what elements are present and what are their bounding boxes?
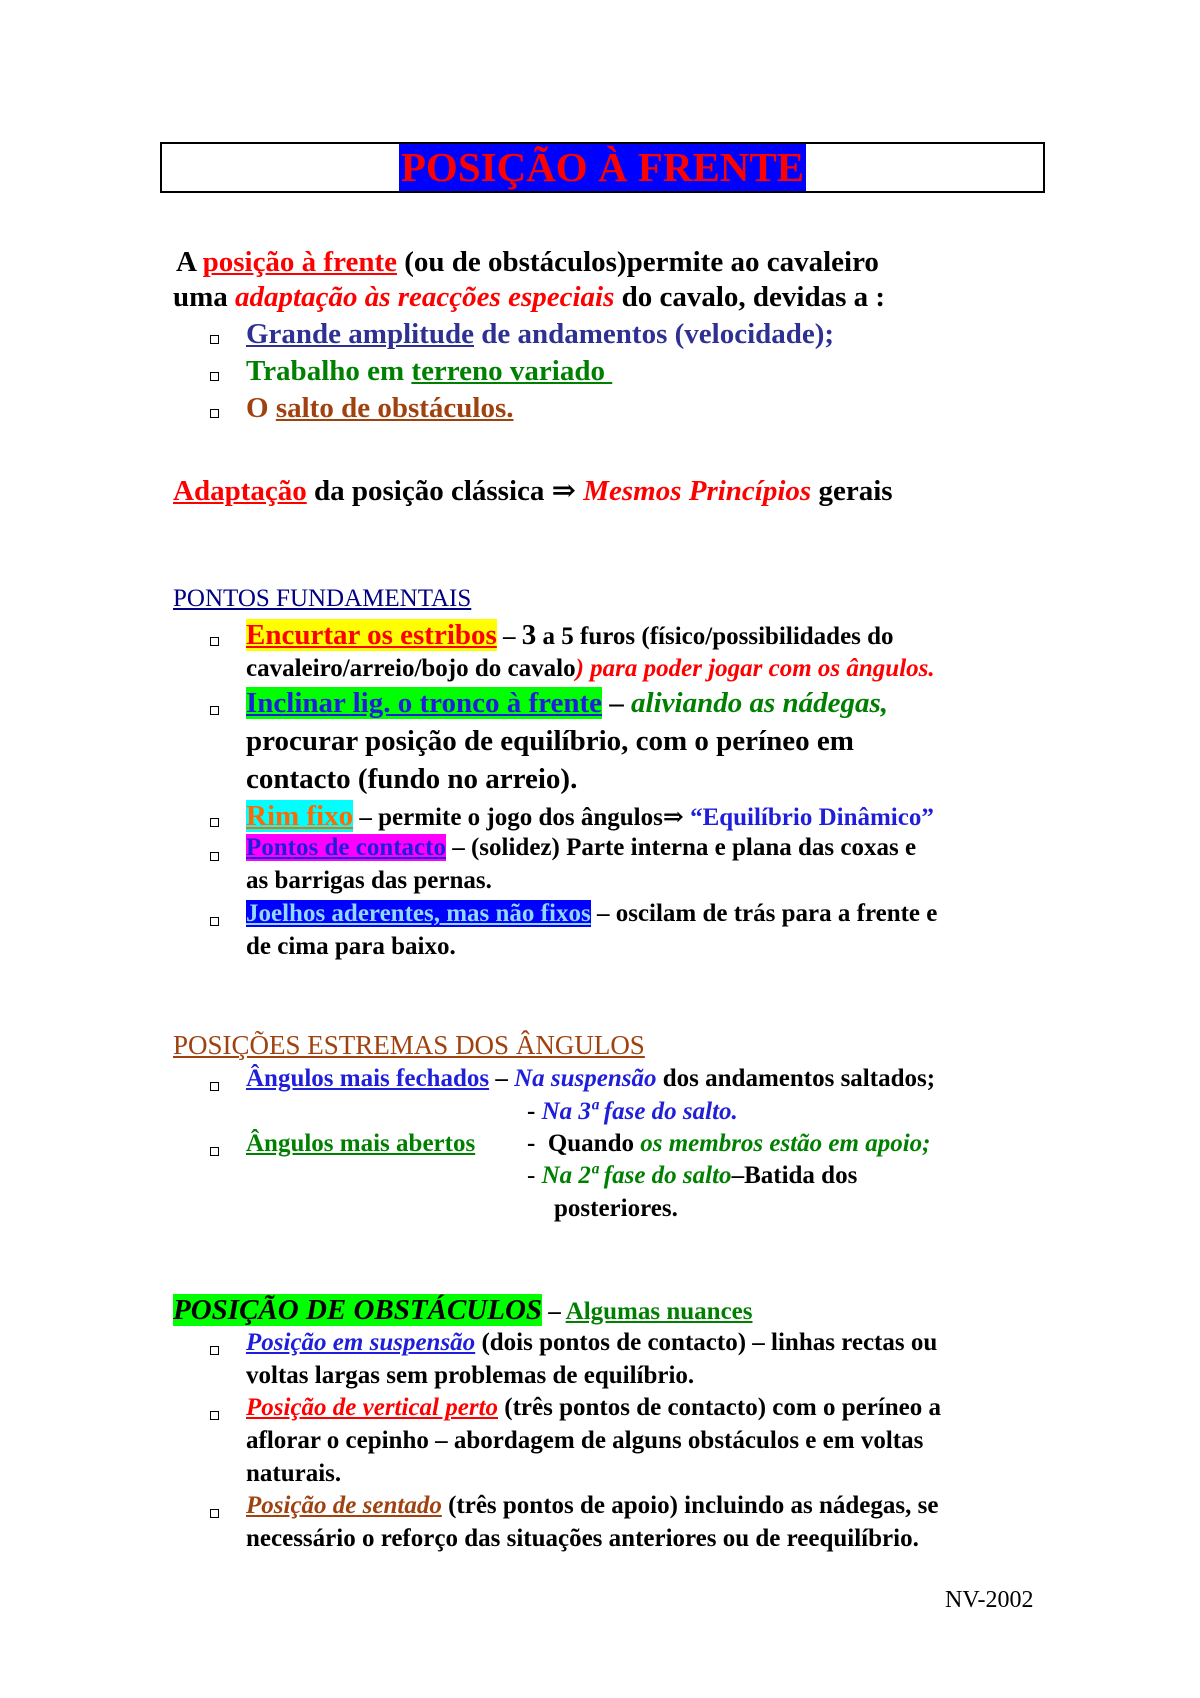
extremes-closed-line-2	[527, 1098, 738, 1126]
obst-item-2-line-3: naturais.	[246, 1460, 342, 1487]
adaptation-principles: Mesmos Princípios	[575, 475, 812, 507]
bullet-icon	[210, 917, 219, 926]
intro-term2: adaptação às reacções especiais	[235, 281, 615, 313]
obst-item-3-label: Posição de sentado	[246, 1492, 442, 1519]
fundamentals-heading: PONTOS FUNDAMENTAIS	[173, 585, 472, 612]
fund-item-3-label: Rim fixo	[246, 800, 354, 832]
intro-item-2-a: Trabalho em	[246, 355, 412, 387]
fund-item-1-rest: a 5 furos (físico/possibilidades do	[536, 623, 894, 650]
extremes-open-label: Ângulos mais abertos	[246, 1130, 476, 1157]
fund-item-2-italic: aliviando as nádegas,	[631, 687, 889, 719]
extremes-open-2-dash: -	[527, 1162, 542, 1189]
intro-line2-start: uma	[173, 281, 236, 313]
obst-item-2-line-2: aflorar o cepinho – abordagem de alguns obstáculos e em voltas	[246, 1427, 924, 1454]
intro-term: posição à frente	[202, 246, 397, 278]
intro-item-2	[246, 355, 612, 388]
title-box	[160, 142, 1045, 193]
fund-item-1-three: 3	[521, 619, 537, 651]
intro-line-1	[176, 246, 879, 279]
intro-rest: (ou de obstáculos)permite ao cavaleiro	[396, 246, 879, 278]
bullet-icon	[210, 852, 219, 861]
bullet-icon	[210, 372, 219, 381]
adaptation-end: gerais	[811, 475, 893, 507]
fund-item-1-line-2	[246, 655, 935, 683]
extremes-closed-1-rest: dos andamentos saltados;	[656, 1065, 936, 1092]
fund-item-3-quote: “Equilíbrio Dinâmico”	[683, 804, 934, 831]
bullet-icon	[210, 706, 219, 715]
fund-item-2-line-2: procurar posição de equilíbrio, com o períneo em	[246, 725, 854, 757]
intro-item-3	[246, 392, 513, 425]
intro-item-3-a: O	[246, 392, 276, 424]
extremes-closed-1-italic: Na suspensão	[514, 1065, 657, 1092]
fund-item-5-line-2: de cima para baixo.	[246, 933, 456, 960]
fund-item-1-line2-red: ) para poder jogar com os ângulos.	[575, 655, 935, 682]
implies-arrow-icon: ⇒	[662, 804, 684, 831]
fund-item-2-dash: –	[602, 687, 632, 719]
fund-item-3	[246, 800, 934, 833]
adaptation-line	[173, 473, 893, 508]
fund-item-3-rest: – permite o jogo dos ângulos	[353, 804, 663, 831]
fund-item-1-dash: –	[496, 623, 522, 650]
intro-a: A	[176, 246, 203, 278]
extremes-open-2-rest: –Batida dos	[731, 1162, 858, 1189]
extremes-closed-2-dash: -	[527, 1098, 542, 1125]
bullet-icon	[210, 1411, 219, 1420]
extremes-open-2-italic: Na 2ª fase do salto	[541, 1162, 732, 1189]
adaptation-word: Adaptação	[173, 475, 307, 507]
fund-item-2-label: Inclinar lig. o tronco à frente	[246, 687, 603, 719]
extremes-open-line-3: posteriores.	[554, 1195, 678, 1222]
fund-item-1-line-1	[246, 619, 894, 652]
bullet-icon	[210, 818, 219, 827]
intro-item-1-term: Grande amplitude	[246, 318, 474, 350]
fund-item-1-line2: cavaleiro/arreio/bojo do cavalo	[246, 655, 576, 682]
extremes-open-line-1	[527, 1130, 931, 1158]
intro-item-2-term: terreno variado	[411, 355, 613, 387]
obst-item-2-label: Posição de vertical perto	[246, 1394, 499, 1421]
obstacles-dash: –	[542, 1298, 566, 1325]
bullet-icon	[210, 1346, 219, 1355]
extremes-closed-2-italic: Na 3ª fase do salto.	[541, 1098, 738, 1125]
bullet-icon	[210, 1082, 219, 1091]
obstacles-heading-line	[173, 1294, 753, 1327]
extremes-heading: POSIÇÕES ESTREMAS DOS ÂNGULOS	[173, 1030, 645, 1060]
fund-item-4-label: Pontos de contacto	[246, 834, 446, 861]
intro-item-1-rest: de andamentos (velocidade);	[474, 318, 835, 350]
obstacles-heading: POSIÇÃO DE OBSTÁCULOS	[173, 1294, 543, 1326]
bullet-icon	[210, 1509, 219, 1518]
fund-item-5-label: Joelhos aderentes, mas não fixos	[246, 900, 591, 927]
obst-item-3-line-2: necessário o reforço das situações anteriores ou de reequilíbrio.	[246, 1525, 919, 1552]
fund-item-4-line-1	[246, 834, 916, 862]
adaptation-rest: da posição clássica	[306, 475, 552, 507]
extremes-closed-label: Ângulos mais fechados	[246, 1065, 490, 1092]
intro-line2-end: do cavalo, devidas a :	[614, 281, 886, 313]
bullet-icon	[210, 637, 219, 646]
implies-arrow-icon: ⇒	[551, 475, 576, 507]
obstacles-nuances: Algumas nuances	[565, 1298, 753, 1325]
fund-item-5-rest: – oscilam de trás para a frente e	[590, 900, 938, 927]
obst-item-1-line-1	[246, 1329, 937, 1357]
obst-item-2-line-1	[246, 1394, 941, 1422]
extremes-closed-line-1	[246, 1065, 935, 1093]
intro-item-1	[246, 318, 834, 351]
intro-line-2	[173, 281, 885, 314]
extremes-open-line-2	[527, 1162, 857, 1190]
footer-mark: NV-2002	[945, 1587, 1034, 1613]
extremes-open-1-dash: - Quando	[527, 1130, 641, 1157]
bullet-icon	[210, 409, 219, 418]
extremes-open-1-italic: os membros estão em apoio;	[640, 1130, 931, 1157]
intro-item-3-term: salto de obstáculos.	[275, 392, 514, 424]
obst-item-3-line-1	[246, 1492, 938, 1520]
obst-item-1-rest: (dois pontos de contacto) – linhas rectas ou	[475, 1329, 938, 1356]
obst-item-3-rest: (três pontos de apoio) incluindo as nádegas, se	[441, 1492, 939, 1519]
obst-item-1-line-2: voltas largas sem problemas de equilíbrio.	[246, 1362, 695, 1389]
fund-item-1-label: Encurtar os estribos	[246, 619, 497, 651]
fund-item-4-line-2: as barrigas das pernas.	[246, 867, 492, 894]
extremes-closed-dash: –	[489, 1065, 515, 1092]
obst-item-1-label: Posição em suspensão	[246, 1329, 476, 1356]
page-title: POSIÇÃO À FRENTE	[400, 144, 805, 190]
fund-item-2-line-1	[246, 687, 888, 720]
fund-item-2-line-3: contacto (fundo no arreio).	[246, 763, 578, 795]
fund-item-5-line-1	[246, 900, 937, 928]
bullet-icon	[210, 1147, 219, 1156]
bullet-icon	[210, 335, 219, 344]
obst-item-2-rest: (três pontos de contacto) com o períneo a	[498, 1394, 941, 1421]
fund-item-4-rest: – (solidez) Parte interna e plana das coxas e	[445, 834, 917, 861]
